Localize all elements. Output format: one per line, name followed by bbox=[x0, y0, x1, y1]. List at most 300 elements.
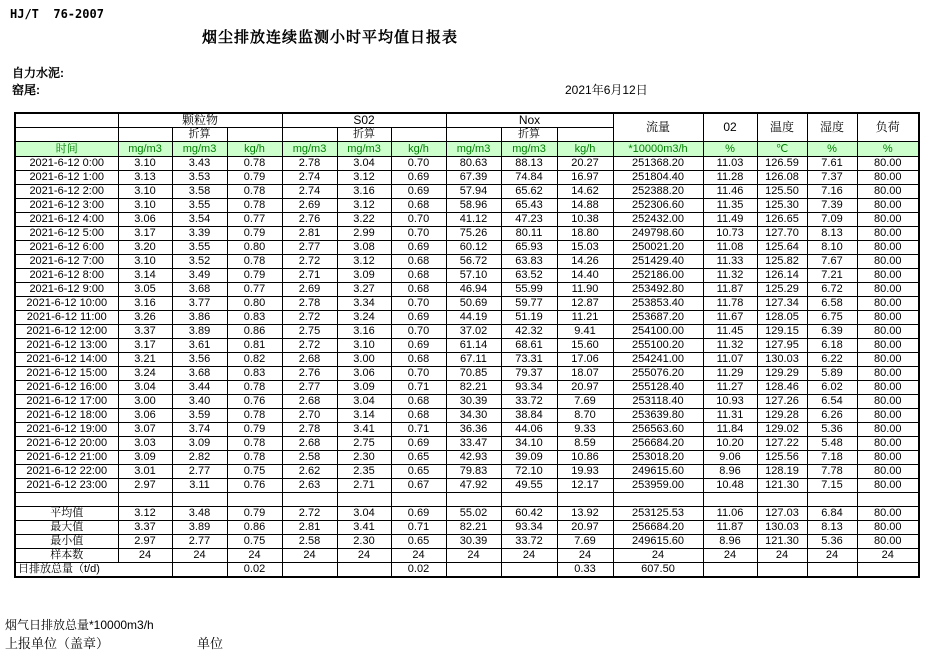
value-cell: 58.96 bbox=[446, 199, 501, 213]
value-cell: 3.17 bbox=[118, 227, 172, 241]
time-cell: 2021-6-12 6:00 bbox=[15, 241, 118, 255]
summary-row bbox=[15, 507, 919, 521]
summary-value: 7.69 bbox=[557, 535, 613, 549]
value-cell: 3.44 bbox=[172, 381, 227, 395]
data-row bbox=[15, 269, 919, 283]
value-cell: 10.93 bbox=[703, 395, 757, 409]
value-cell: 2.71 bbox=[282, 269, 337, 283]
value-cell: 3.09 bbox=[172, 437, 227, 451]
summary-value: 11.06 bbox=[703, 507, 757, 521]
col-header-pm: 颗粒物 bbox=[118, 113, 282, 128]
value-cell: 67.11 bbox=[446, 353, 501, 367]
value-cell: 3.04 bbox=[337, 157, 391, 171]
value-cell: 80.00 bbox=[857, 311, 919, 325]
empty-cell bbox=[227, 128, 282, 142]
value-cell: 5.36 bbox=[807, 423, 857, 437]
value-cell: 7.16 bbox=[807, 185, 857, 199]
value-cell: 6.75 bbox=[807, 311, 857, 325]
value-cell: 3.52 bbox=[172, 255, 227, 269]
summary-value: 80.00 bbox=[857, 535, 919, 549]
value-cell: 129.29 bbox=[757, 367, 807, 381]
value-cell: 3.77 bbox=[172, 297, 227, 311]
time-cell: 2021-6-12 12:00 bbox=[15, 325, 118, 339]
value-cell: 128.46 bbox=[757, 381, 807, 395]
value-cell: 3.89 bbox=[172, 325, 227, 339]
value-cell: 253959.00 bbox=[613, 479, 703, 493]
summary-value: 3.41 bbox=[337, 521, 391, 535]
value-cell: 9.06 bbox=[703, 451, 757, 465]
value-cell: 3.34 bbox=[337, 297, 391, 311]
value-cell: 254100.00 bbox=[613, 325, 703, 339]
value-cell: 3.16 bbox=[337, 185, 391, 199]
time-cell: 2021-6-12 16:00 bbox=[15, 381, 118, 395]
summary-row bbox=[15, 549, 919, 563]
time-cell: 2021-6-12 7:00 bbox=[15, 255, 118, 269]
summary-value: 3.48 bbox=[172, 507, 227, 521]
value-cell: 3.21 bbox=[118, 353, 172, 367]
value-cell: 15.03 bbox=[557, 241, 613, 255]
spacer-cell bbox=[391, 493, 446, 507]
value-cell: 88.13 bbox=[501, 157, 557, 171]
value-cell: 60.12 bbox=[446, 241, 501, 255]
daily-total-value: 607.50 bbox=[613, 563, 703, 578]
value-cell: 67.39 bbox=[446, 171, 501, 185]
unit-cell: % bbox=[807, 142, 857, 157]
value-cell: 3.27 bbox=[337, 283, 391, 297]
value-cell: 253018.20 bbox=[613, 451, 703, 465]
value-cell: 125.30 bbox=[757, 199, 807, 213]
daily-total-value bbox=[282, 563, 337, 578]
table-body bbox=[15, 157, 919, 578]
summary-value: 256684.20 bbox=[613, 521, 703, 535]
unit-cell: mg/m3 bbox=[501, 142, 557, 157]
unit-cell: *10000m3/h bbox=[613, 142, 703, 157]
summary-value: 2.77 bbox=[172, 535, 227, 549]
value-cell: 121.30 bbox=[757, 479, 807, 493]
col-header-temp: 温度 bbox=[757, 113, 807, 142]
time-cell: 2021-6-12 4:00 bbox=[15, 213, 118, 227]
value-cell: 17.06 bbox=[557, 353, 613, 367]
spacer-cell bbox=[807, 493, 857, 507]
value-cell: 0.78 bbox=[227, 409, 282, 423]
value-cell: 129.28 bbox=[757, 409, 807, 423]
time-cell: 2021-6-12 1:00 bbox=[15, 171, 118, 185]
value-cell: 2.74 bbox=[282, 171, 337, 185]
value-cell: 3.06 bbox=[118, 213, 172, 227]
data-row bbox=[15, 311, 919, 325]
value-cell: 5.48 bbox=[807, 437, 857, 451]
daily-total-value bbox=[501, 563, 557, 578]
summary-value: 3.12 bbox=[118, 507, 172, 521]
value-cell: 0.71 bbox=[391, 381, 446, 395]
value-cell: 10.38 bbox=[557, 213, 613, 227]
time-cell: 2021-6-12 2:00 bbox=[15, 185, 118, 199]
value-cell: 2.70 bbox=[282, 409, 337, 423]
value-cell: 0.83 bbox=[227, 311, 282, 325]
data-row bbox=[15, 157, 919, 171]
value-cell: 10.48 bbox=[703, 479, 757, 493]
value-cell: 80.00 bbox=[857, 479, 919, 493]
data-row bbox=[15, 255, 919, 269]
daily-total-value bbox=[446, 563, 501, 578]
value-cell: 130.03 bbox=[757, 353, 807, 367]
value-cell: 15.60 bbox=[557, 339, 613, 353]
value-cell: 2.75 bbox=[282, 325, 337, 339]
value-cell: 0.78 bbox=[227, 157, 282, 171]
value-cell: 6.02 bbox=[807, 381, 857, 395]
value-cell: 0.79 bbox=[227, 269, 282, 283]
value-cell: 80.11 bbox=[501, 227, 557, 241]
value-cell: 2.78 bbox=[282, 423, 337, 437]
spacer-cell bbox=[557, 493, 613, 507]
value-cell: 80.00 bbox=[857, 157, 919, 171]
summary-value: 30.39 bbox=[446, 535, 501, 549]
value-cell: 11.27 bbox=[703, 381, 757, 395]
unit-cell: % bbox=[857, 142, 919, 157]
value-cell: 47.92 bbox=[446, 479, 501, 493]
standard-code: HJ/T 76-2007 bbox=[10, 7, 104, 21]
value-cell: 11.45 bbox=[703, 325, 757, 339]
value-cell: 0.75 bbox=[227, 465, 282, 479]
value-cell: 11.33 bbox=[703, 255, 757, 269]
value-cell: 3.17 bbox=[118, 339, 172, 353]
value-cell: 0.69 bbox=[391, 171, 446, 185]
value-cell: 3.11 bbox=[172, 479, 227, 493]
value-cell: 2.63 bbox=[282, 479, 337, 493]
spacer-cell bbox=[227, 493, 282, 507]
col-header-load: 负荷 bbox=[857, 113, 919, 142]
value-cell: 3.07 bbox=[118, 423, 172, 437]
value-cell: 7.69 bbox=[557, 395, 613, 409]
value-cell: 65.62 bbox=[501, 185, 557, 199]
value-cell: 253853.40 bbox=[613, 297, 703, 311]
value-cell: 9.41 bbox=[557, 325, 613, 339]
spacer-cell bbox=[501, 493, 557, 507]
value-cell: 0.78 bbox=[227, 451, 282, 465]
value-cell: 0.67 bbox=[391, 479, 446, 493]
value-cell: 0.70 bbox=[391, 367, 446, 381]
value-cell: 0.70 bbox=[391, 325, 446, 339]
daily-total-value bbox=[703, 563, 757, 578]
value-cell: 11.07 bbox=[703, 353, 757, 367]
value-cell: 8.59 bbox=[557, 437, 613, 451]
table-header bbox=[15, 113, 919, 157]
value-cell: 2.72 bbox=[282, 339, 337, 353]
value-cell: 3.10 bbox=[337, 339, 391, 353]
value-cell: 11.29 bbox=[703, 367, 757, 381]
value-cell: 80.63 bbox=[446, 157, 501, 171]
value-cell: 0.81 bbox=[227, 339, 282, 353]
value-cell: 249798.60 bbox=[613, 227, 703, 241]
nox-converted-header: 折算 bbox=[501, 128, 557, 142]
summary-value: 24 bbox=[613, 549, 703, 563]
value-cell: 3.37 bbox=[118, 325, 172, 339]
value-cell: 253492.80 bbox=[613, 283, 703, 297]
value-cell: 11.87 bbox=[703, 283, 757, 297]
corner-cell bbox=[15, 113, 118, 128]
value-cell: 128.19 bbox=[757, 465, 807, 479]
time-cell: 2021-6-12 19:00 bbox=[15, 423, 118, 437]
time-cell: 2021-6-12 18:00 bbox=[15, 409, 118, 423]
value-cell: 3.68 bbox=[172, 367, 227, 381]
value-cell: 11.31 bbox=[703, 409, 757, 423]
value-cell: 3.05 bbox=[118, 283, 172, 297]
value-cell: 14.62 bbox=[557, 185, 613, 199]
value-cell: 79.83 bbox=[446, 465, 501, 479]
summary-value: 24 bbox=[227, 549, 282, 563]
value-cell: 252306.60 bbox=[613, 199, 703, 213]
value-cell: 3.20 bbox=[118, 241, 172, 255]
value-cell: 3.12 bbox=[337, 199, 391, 213]
summary-value: 24 bbox=[703, 549, 757, 563]
value-cell: 80.00 bbox=[857, 437, 919, 451]
summary-value: 11.87 bbox=[703, 521, 757, 535]
value-cell: 0.78 bbox=[227, 255, 282, 269]
value-cell: 2.97 bbox=[118, 479, 172, 493]
data-row bbox=[15, 395, 919, 409]
value-cell: 39.09 bbox=[501, 451, 557, 465]
summary-value: 253125.53 bbox=[613, 507, 703, 521]
value-cell: 80.00 bbox=[857, 297, 919, 311]
summary-value: 24 bbox=[857, 549, 919, 563]
value-cell: 2.74 bbox=[282, 185, 337, 199]
value-cell: 7.67 bbox=[807, 255, 857, 269]
time-cell: 2021-6-12 23:00 bbox=[15, 479, 118, 493]
value-cell: 256684.20 bbox=[613, 437, 703, 451]
value-cell: 2.78 bbox=[282, 297, 337, 311]
value-cell: 7.78 bbox=[807, 465, 857, 479]
value-cell: 3.10 bbox=[118, 255, 172, 269]
value-cell: 3.61 bbox=[172, 339, 227, 353]
value-cell: 80.00 bbox=[857, 241, 919, 255]
value-cell: 65.93 bbox=[501, 241, 557, 255]
value-cell: 44.06 bbox=[501, 423, 557, 437]
time-cell: 2021-6-12 3:00 bbox=[15, 199, 118, 213]
summary-value: 24 bbox=[337, 549, 391, 563]
report-table-wrapper bbox=[14, 112, 920, 578]
value-cell: 2.68 bbox=[282, 437, 337, 451]
summary-label: 最大值 bbox=[15, 521, 118, 535]
value-cell: 3.26 bbox=[118, 311, 172, 325]
value-cell: 37.02 bbox=[446, 325, 501, 339]
value-cell: 38.84 bbox=[501, 409, 557, 423]
value-cell: 0.68 bbox=[391, 283, 446, 297]
value-cell: 2.76 bbox=[282, 367, 337, 381]
value-cell: 127.95 bbox=[757, 339, 807, 353]
summary-value: 249615.60 bbox=[613, 535, 703, 549]
summary-value: 2.81 bbox=[282, 521, 337, 535]
summary-value: 24 bbox=[172, 549, 227, 563]
value-cell: 3.41 bbox=[337, 423, 391, 437]
value-cell: 80.00 bbox=[857, 409, 919, 423]
value-cell: 30.39 bbox=[446, 395, 501, 409]
value-cell: 3.12 bbox=[337, 171, 391, 185]
time-cell: 2021-6-12 13:00 bbox=[15, 339, 118, 353]
summary-value: 24 bbox=[757, 549, 807, 563]
value-cell: 56.72 bbox=[446, 255, 501, 269]
time-column-header: 时间 bbox=[15, 142, 118, 157]
value-cell: 3.58 bbox=[172, 185, 227, 199]
data-row bbox=[15, 451, 919, 465]
value-cell: 2.78 bbox=[282, 157, 337, 171]
value-cell: 57.94 bbox=[446, 185, 501, 199]
value-cell: 126.14 bbox=[757, 269, 807, 283]
time-cell: 2021-6-12 15:00 bbox=[15, 367, 118, 381]
value-cell: 80.00 bbox=[857, 395, 919, 409]
empty-cell bbox=[391, 128, 446, 142]
value-cell: 6.54 bbox=[807, 395, 857, 409]
data-row bbox=[15, 339, 919, 353]
data-row bbox=[15, 297, 919, 311]
time-cell: 2021-6-12 14:00 bbox=[15, 353, 118, 367]
col-header-nox: Nox bbox=[446, 113, 613, 128]
empty-cell bbox=[282, 128, 337, 142]
value-cell: 93.34 bbox=[501, 381, 557, 395]
value-cell: 18.80 bbox=[557, 227, 613, 241]
value-cell: 7.39 bbox=[807, 199, 857, 213]
col-header-o2: 02 bbox=[703, 113, 757, 142]
value-cell: 125.82 bbox=[757, 255, 807, 269]
value-cell: 59.77 bbox=[501, 297, 557, 311]
unit-cell: mg/m3 bbox=[172, 142, 227, 157]
value-cell: 41.12 bbox=[446, 213, 501, 227]
value-cell: 252388.20 bbox=[613, 185, 703, 199]
unit-cell: kg/h bbox=[557, 142, 613, 157]
so2-converted-header: 折算 bbox=[337, 128, 391, 142]
daily-total-value bbox=[172, 563, 227, 578]
value-cell: 126.08 bbox=[757, 171, 807, 185]
spacer-cell bbox=[703, 493, 757, 507]
value-cell: 6.58 bbox=[807, 297, 857, 311]
value-cell: 44.19 bbox=[446, 311, 501, 325]
value-cell: 0.68 bbox=[391, 395, 446, 409]
unit-cell: ℃ bbox=[757, 142, 807, 157]
value-cell: 80.00 bbox=[857, 423, 919, 437]
value-cell: 11.46 bbox=[703, 185, 757, 199]
value-cell: 11.90 bbox=[557, 283, 613, 297]
time-cell: 2021-6-12 9:00 bbox=[15, 283, 118, 297]
pm-converted-header: 折算 bbox=[172, 128, 227, 142]
value-cell: 0.68 bbox=[391, 199, 446, 213]
value-cell: 5.89 bbox=[807, 367, 857, 381]
summary-value: 93.34 bbox=[501, 521, 557, 535]
value-cell: 0.78 bbox=[227, 185, 282, 199]
value-cell: 0.79 bbox=[227, 227, 282, 241]
col-header-humidity: 湿度 bbox=[807, 113, 857, 142]
daily-total-value bbox=[757, 563, 807, 578]
value-cell: 0.83 bbox=[227, 367, 282, 381]
time-cell: 2021-6-12 8:00 bbox=[15, 269, 118, 283]
value-cell: 3.55 bbox=[172, 241, 227, 255]
value-cell: 0.86 bbox=[227, 325, 282, 339]
value-cell: 3.68 bbox=[172, 283, 227, 297]
summary-value: 130.03 bbox=[757, 521, 807, 535]
value-cell: 0.76 bbox=[227, 395, 282, 409]
value-cell: 75.26 bbox=[446, 227, 501, 241]
value-cell: 3.22 bbox=[337, 213, 391, 227]
value-cell: 0.77 bbox=[227, 213, 282, 227]
value-cell: 0.65 bbox=[391, 465, 446, 479]
value-cell: 2.69 bbox=[282, 199, 337, 213]
value-cell: 3.09 bbox=[337, 269, 391, 283]
value-cell: 3.59 bbox=[172, 409, 227, 423]
value-cell: 125.64 bbox=[757, 241, 807, 255]
value-cell: 11.67 bbox=[703, 311, 757, 325]
value-cell: 80.00 bbox=[857, 213, 919, 227]
value-cell: 2.76 bbox=[282, 213, 337, 227]
value-cell: 249615.60 bbox=[613, 465, 703, 479]
value-cell: 7.37 bbox=[807, 171, 857, 185]
value-cell: 0.70 bbox=[391, 157, 446, 171]
value-cell: 253639.80 bbox=[613, 409, 703, 423]
value-cell: 254241.00 bbox=[613, 353, 703, 367]
data-row bbox=[15, 409, 919, 423]
value-cell: 3.10 bbox=[118, 199, 172, 213]
report-table bbox=[14, 112, 920, 578]
value-cell: 33.72 bbox=[501, 395, 557, 409]
empty-cell bbox=[118, 128, 172, 142]
value-cell: 10.20 bbox=[703, 437, 757, 451]
unit-cell: kg/h bbox=[227, 142, 282, 157]
spacer-cell bbox=[172, 493, 227, 507]
value-cell: 2.82 bbox=[172, 451, 227, 465]
summary-value: 82.21 bbox=[446, 521, 501, 535]
value-cell: 126.65 bbox=[757, 213, 807, 227]
value-cell: 80.00 bbox=[857, 367, 919, 381]
col-header-flow: 流量 bbox=[613, 113, 703, 142]
summary-value: 0.71 bbox=[391, 521, 446, 535]
value-cell: 2.99 bbox=[337, 227, 391, 241]
summary-value: 24 bbox=[807, 549, 857, 563]
value-cell: 125.29 bbox=[757, 283, 807, 297]
value-cell: 2.81 bbox=[282, 227, 337, 241]
daily-total-value bbox=[337, 563, 391, 578]
daily-total-label: 日排放总量（t/d) bbox=[15, 563, 172, 578]
value-cell: 11.32 bbox=[703, 269, 757, 283]
value-cell: 252186.00 bbox=[613, 269, 703, 283]
summary-value: 24 bbox=[118, 549, 172, 563]
value-cell: 79.37 bbox=[501, 367, 557, 381]
value-cell: 0.68 bbox=[391, 255, 446, 269]
value-cell: 0.69 bbox=[391, 437, 446, 451]
summary-label: 样本数 bbox=[15, 549, 118, 563]
time-cell: 2021-6-12 11:00 bbox=[15, 311, 118, 325]
time-cell: 2021-6-12 5:00 bbox=[15, 227, 118, 241]
flue-gas-total-note: 烟气日排放总量*10000m3/h bbox=[5, 618, 154, 632]
summary-value: 8.13 bbox=[807, 521, 857, 535]
value-cell: 3.10 bbox=[118, 185, 172, 199]
value-cell: 14.26 bbox=[557, 255, 613, 269]
spacer-cell bbox=[118, 493, 172, 507]
value-cell: 129.15 bbox=[757, 325, 807, 339]
spacer-cell bbox=[15, 493, 118, 507]
value-cell: 251804.40 bbox=[613, 171, 703, 185]
value-cell: 0.69 bbox=[391, 241, 446, 255]
value-cell: 0.68 bbox=[391, 409, 446, 423]
value-cell: 3.04 bbox=[118, 381, 172, 395]
value-cell: 82.21 bbox=[446, 381, 501, 395]
data-row bbox=[15, 353, 919, 367]
value-cell: 20.27 bbox=[557, 157, 613, 171]
value-cell: 256563.60 bbox=[613, 423, 703, 437]
value-cell: 3.55 bbox=[172, 199, 227, 213]
value-cell: 3.54 bbox=[172, 213, 227, 227]
value-cell: 127.70 bbox=[757, 227, 807, 241]
value-cell: 11.35 bbox=[703, 199, 757, 213]
data-row bbox=[15, 241, 919, 255]
unit-cell: mg/m3 bbox=[282, 142, 337, 157]
value-cell: 255128.40 bbox=[613, 381, 703, 395]
